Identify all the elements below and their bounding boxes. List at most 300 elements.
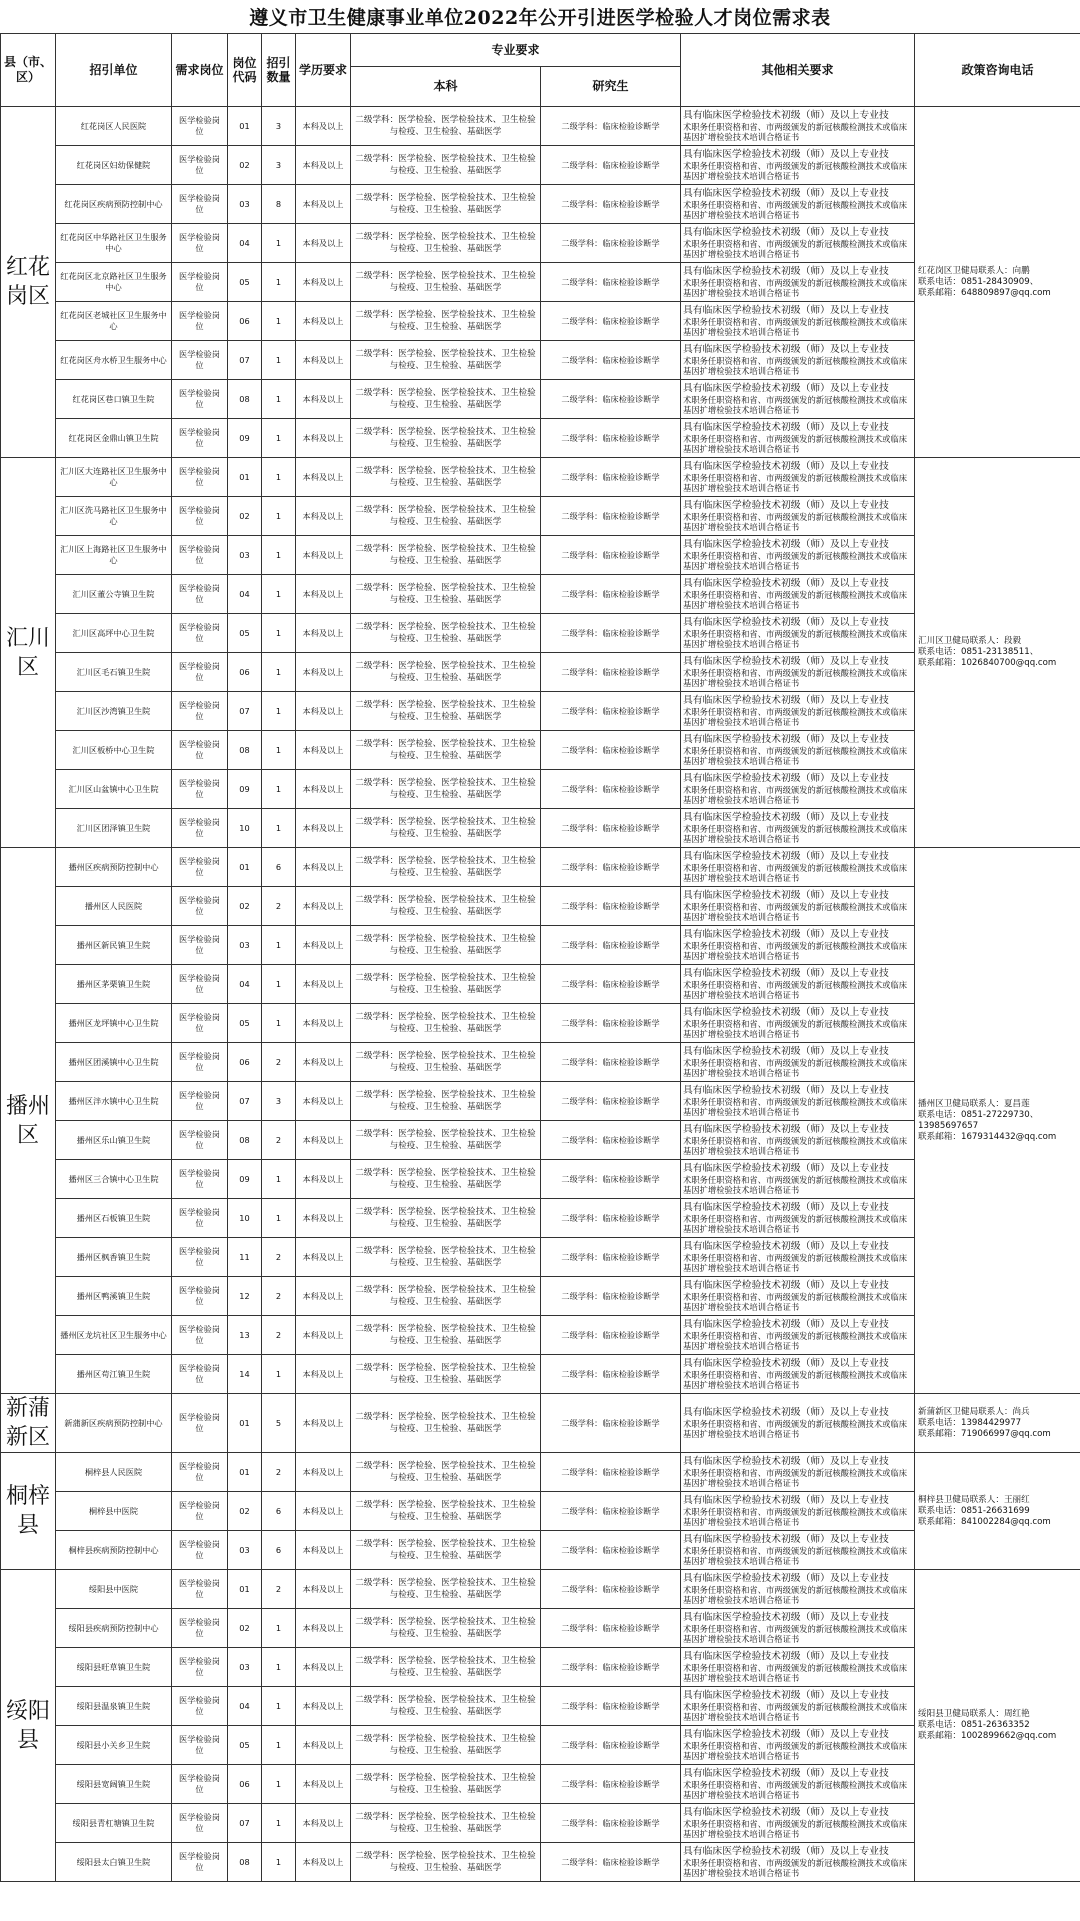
unit-cell: 播州区新民镇卫生院 <box>56 926 172 965</box>
contact-line: 新蒲新区卫健局联系人：尚兵 <box>918 1406 1030 1417</box>
code-cell: 12 <box>228 1277 262 1316</box>
count-cell: 1 <box>262 263 296 302</box>
contact-cell <box>915 458 1080 848</box>
unit-cell: 播州区龙坑社区卫生服务中心 <box>56 1316 172 1355</box>
graduate-major-cell: 二级学科：临床检验诊断学 <box>541 1609 681 1648</box>
edu-cell: 本科及以上 <box>296 809 351 848</box>
other-requirements-line2: 术职务任职资格和省、市两级颁发的新冠核酸检测技术或临床基因扩增检验技术培训合格证书 <box>683 707 908 727</box>
other-requirements-line2: 术职务任职资格和省、市两级颁发的新冠核酸检测技术或临床基因扩增检验技术培训合格证书 <box>683 1058 908 1078</box>
county-name-line: 播州 <box>5 1093 50 1119</box>
contact-line: 联系邮箱：648809897@qq.com <box>918 287 1051 298</box>
other-requirements-line2: 术职务任职资格和省、市两级颁发的新冠核酸检测技术或临床基因扩增检验技术培训合格证书 <box>683 1136 908 1156</box>
graduate-major-cell: 二级学科：临床检验诊断学 <box>541 1316 681 1355</box>
code-cell: 04 <box>228 1687 262 1726</box>
post-cell: 医学检验岗位 <box>172 1316 228 1355</box>
other-requirements-line2: 术职务任职资格和省、市两级颁发的新冠核酸检测技术或临床基因扩增检验技术培训合格证书 <box>683 1214 908 1234</box>
count-cell: 8 <box>262 185 296 224</box>
other-requirements-line2: 术职务任职资格和省、市两级颁发的新冠核酸检测技术或临床基因扩增检验技术培训合格证书 <box>683 239 908 259</box>
other-requirements-cell <box>681 1726 915 1765</box>
graduate-major-cell: 二级学科：临床检验诊断学 <box>541 107 681 146</box>
other-requirements-cell <box>681 1648 915 1687</box>
bachelor-major-cell: 二级学科：医学检验、医学检验技术、卫生检验与检疫、卫生检验、基础医学 <box>351 692 541 731</box>
graduate-major-cell: 二级学科：临床检验诊断学 <box>541 731 681 770</box>
other-requirements-line2: 术职务任职资格和省、市两级颁发的新冠核酸检测技术或临床基因扩增检验技术培训合格证书 <box>683 629 908 649</box>
bachelor-major-cell: 二级学科：医学检验、医学检验技术、卫生检验与检疫、卫生检验、基础医学 <box>351 1804 541 1843</box>
bachelor-major-cell: 二级学科：医学检验、医学检验技术、卫生检验与检疫、卫生检验、基础医学 <box>351 1394 541 1453</box>
bachelor-major-cell: 二级学科：医学检验、医学检验技术、卫生检验与检疫、卫生检验、基础医学 <box>351 1687 541 1726</box>
header-count-line1: 招引 <box>266 56 291 70</box>
code-cell: 07 <box>228 341 262 380</box>
graduate-major-cell: 二级学科：临床检验诊断学 <box>541 1843 681 1882</box>
unit-cell: 红花岗区中华路社区卫生服务中心 <box>56 224 172 263</box>
edu-cell: 本科及以上 <box>296 185 351 224</box>
other-requirements-line2: 术职务任职资格和省、市两级颁发的新冠核酸检测技术或临床基因扩增检验技术培训合格证书 <box>683 1858 908 1878</box>
post-cell: 医学检验岗位 <box>172 1492 228 1531</box>
code-cell: 07 <box>228 1804 262 1843</box>
other-requirements-cell <box>681 1843 915 1882</box>
unit-cell: 汇川区高坪中心卫生院 <box>56 614 172 653</box>
other-requirements-line1: 具有临床医学检验技术初级（师）及以上专业技 <box>683 1846 889 1857</box>
post-cell: 医学检验岗位 <box>172 1160 228 1199</box>
contact-line: 联系邮箱：1026840700@qq.com <box>918 658 1057 668</box>
unit-cell: 桐梓县中医院 <box>56 1492 172 1531</box>
count-cell: 1 <box>262 1804 296 1843</box>
post-cell: 医学检验岗位 <box>172 1570 228 1609</box>
contact-line: 播州区卫健局联系人：夏昌莲 <box>918 1098 1030 1109</box>
table-row <box>1 1570 1080 1609</box>
unit-cell: 汇川区沙湾镇卫生院 <box>56 692 172 731</box>
edu-cell: 本科及以上 <box>296 926 351 965</box>
other-requirements-line1: 具有临床医学检验技术初级（师）及以上专业技 <box>683 1495 889 1506</box>
bachelor-major-cell: 二级学科：医学检验、医学检验技术、卫生检验与检疫、卫生检验、基础医学 <box>351 614 541 653</box>
bachelor-major-cell: 二级学科：医学检验、医学检验技术、卫生检验与检疫、卫生检验、基础医学 <box>351 1492 541 1531</box>
edu-cell: 本科及以上 <box>296 1648 351 1687</box>
post-cell: 医学检验岗位 <box>172 302 228 341</box>
other-requirements-cell <box>681 1609 915 1648</box>
other-requirements-line2: 术职务任职资格和省、市两级颁发的新冠核酸检测技术或临床基因扩增检验技术培训合格证书 <box>683 863 908 883</box>
code-cell: 05 <box>228 1726 262 1765</box>
county-cell <box>1 1453 56 1570</box>
contact-line: 绥阳县卫健局联系人：周红艳 <box>918 1709 1030 1719</box>
graduate-major-cell: 二级学科：临床检验诊断学 <box>541 1238 681 1277</box>
other-requirements-line1: 具有临床医学检验技术初级（师）及以上专业技 <box>683 617 889 628</box>
other-requirements-cell <box>681 575 915 614</box>
other-requirements-line2: 术职务任职资格和省、市两级颁发的新冠核酸检测技术或临床基因扩增检验技术培训合格证书 <box>683 1331 908 1351</box>
bachelor-major-cell: 二级学科：医学检验、医学检验技术、卫生检验与检疫、卫生检验、基础医学 <box>351 848 541 887</box>
code-cell: 02 <box>228 497 262 536</box>
code-cell: 08 <box>228 1843 262 1882</box>
bachelor-major-cell: 二级学科：医学检验、医学检验技术、卫生检验与检疫、卫生检验、基础医学 <box>351 926 541 965</box>
other-requirements-line1: 具有临床医学检验技术初级（师）及以上专业技 <box>683 1085 889 1096</box>
count-cell: 1 <box>262 1843 296 1882</box>
count-cell: 2 <box>262 1453 296 1492</box>
edu-cell: 本科及以上 <box>296 536 351 575</box>
code-cell: 01 <box>228 1570 262 1609</box>
header-bachelor: 本科 <box>351 67 541 107</box>
code-cell: 08 <box>228 380 262 419</box>
county-cell <box>1 848 56 1394</box>
count-cell: 1 <box>262 731 296 770</box>
county-cell <box>1 1570 56 1882</box>
county-name-line: 县 <box>16 1727 39 1753</box>
contact-line: 联系电话：0851-26363352 <box>918 1720 1030 1730</box>
unit-cell: 汇川区洗马路社区卫生服务中心 <box>56 497 172 536</box>
other-requirements-line1: 具有临床医学检验技术初级（师）及以上专业技 <box>683 1007 889 1018</box>
edu-cell: 本科及以上 <box>296 1043 351 1082</box>
table-row <box>1 848 1080 887</box>
table-row <box>1 1453 1080 1492</box>
other-requirements-line2: 术职务任职资格和省、市两级颁发的新冠核酸检测技术或临床基因扩增检验技术培训合格证书 <box>683 824 908 844</box>
other-requirements-line2: 术职务任职资格和省、市两级颁发的新冠核酸检测技术或临床基因扩增检验技术培训合格证书 <box>683 473 908 493</box>
graduate-major-cell: 二级学科：临床检验诊断学 <box>541 380 681 419</box>
bachelor-major-cell: 二级学科：医学检验、医学检验技术、卫生检验与检疫、卫生检验、基础医学 <box>351 1004 541 1043</box>
other-requirements-line1: 具有临床医学检验技术初级（师）及以上专业技 <box>683 1280 889 1291</box>
other-requirements-cell <box>681 614 915 653</box>
unit-cell: 播州区龙坪镇中心卫生院 <box>56 1004 172 1043</box>
bachelor-major-cell: 二级学科：医学检验、医学检验技术、卫生检验与检疫、卫生检验、基础医学 <box>351 1160 541 1199</box>
other-requirements-line1: 具有临床医学检验技术初级（师）及以上专业技 <box>683 500 889 511</box>
other-requirements-cell <box>681 809 915 848</box>
unit-cell: 播州区茅栗镇卫生院 <box>56 965 172 1004</box>
graduate-major-cell: 二级学科：临床检验诊断学 <box>541 1277 681 1316</box>
post-cell: 医学检验岗位 <box>172 185 228 224</box>
other-requirements-line1: 具有临床医学检验技术初级（师）及以上专业技 <box>683 149 889 160</box>
contact-line: 联系电话：0851-28430909、 <box>918 276 1039 287</box>
code-cell: 04 <box>228 224 262 263</box>
post-cell: 医学检验岗位 <box>172 1609 228 1648</box>
code-cell: 04 <box>228 575 262 614</box>
other-requirements-cell <box>681 224 915 263</box>
unit-cell: 播州区枫香镇卫生院 <box>56 1238 172 1277</box>
graduate-major-cell: 二级学科：临床检验诊断学 <box>541 809 681 848</box>
unit-cell: 汇川区上海路社区卫生服务中心 <box>56 536 172 575</box>
code-cell: 03 <box>228 1648 262 1687</box>
other-requirements-line2: 术职务任职资格和省、市两级颁发的新冠核酸检测技术或临床基因扩增检验技术培训合格证书 <box>683 1507 908 1527</box>
graduate-major-cell: 二级学科：临床检验诊断学 <box>541 536 681 575</box>
code-cell: 01 <box>228 848 262 887</box>
count-cell: 2 <box>262 1043 296 1082</box>
graduate-major-cell: 二级学科：临床检验诊断学 <box>541 770 681 809</box>
post-cell: 医学检验岗位 <box>172 341 228 380</box>
other-requirements-cell <box>681 1531 915 1570</box>
code-cell: 01 <box>228 458 262 497</box>
contact-line: 桐梓县卫健局联系人：王丽红 <box>918 1494 1030 1505</box>
post-cell: 医学检验岗位 <box>172 1238 228 1277</box>
code-cell: 03 <box>228 185 262 224</box>
code-cell: 13 <box>228 1316 262 1355</box>
unit-cell: 汇川区板桥中心卫生院 <box>56 731 172 770</box>
bachelor-major-cell: 二级学科：医学检验、医学检验技术、卫生检验与检疫、卫生检验、基础医学 <box>351 458 541 497</box>
count-cell: 2 <box>262 887 296 926</box>
post-cell: 医学检验岗位 <box>172 1082 228 1121</box>
county-cell <box>1 107 56 458</box>
other-requirements-cell <box>681 926 915 965</box>
county-name-line: 红花 <box>5 255 50 280</box>
graduate-major-cell: 二级学科：临床检验诊断学 <box>541 1004 681 1043</box>
other-requirements-line1: 具有临床医学检验技术初级（师）及以上专业技 <box>683 1807 889 1818</box>
code-cell: 06 <box>228 1765 262 1804</box>
count-cell: 6 <box>262 1492 296 1531</box>
graduate-major-cell: 二级学科：临床检验诊断学 <box>541 926 681 965</box>
unit-cell: 播州区鸭溪镇卫生院 <box>56 1277 172 1316</box>
unit-cell: 桐梓县疾病预防控制中心 <box>56 1531 172 1570</box>
edu-cell: 本科及以上 <box>296 1804 351 1843</box>
other-requirements-line1: 具有临床医学检验技术初级（师）及以上专业技 <box>683 1163 889 1174</box>
other-requirements-line2: 术职务任职资格和省、市两级颁发的新冠核酸检测技术或临床基因扩增检验技术培训合格证书 <box>683 1780 908 1800</box>
contact-cell <box>915 1570 1080 1882</box>
code-cell: 02 <box>228 1609 262 1648</box>
count-cell: 1 <box>262 1609 296 1648</box>
edu-cell: 本科及以上 <box>296 1238 351 1277</box>
count-cell: 1 <box>262 419 296 458</box>
post-cell: 医学检验岗位 <box>172 1453 228 1492</box>
contact-line: 联系邮箱：1679314432@qq.com <box>918 1131 1057 1142</box>
edu-cell: 本科及以上 <box>296 614 351 653</box>
county-name-line: 县 <box>16 1513 39 1538</box>
contact-cell <box>915 848 1080 1394</box>
count-cell: 1 <box>262 1355 296 1394</box>
count-cell: 5 <box>262 1394 296 1453</box>
bachelor-major-cell: 二级学科：医学检验、医学检验技术、卫生检验与检疫、卫生检验、基础医学 <box>351 1453 541 1492</box>
count-cell: 1 <box>262 380 296 419</box>
other-requirements-cell <box>681 1199 915 1238</box>
bachelor-major-cell: 二级学科：医学检验、医学检验技术、卫生检验与检疫、卫生检验、基础医学 <box>351 380 541 419</box>
count-cell: 2 <box>262 1277 296 1316</box>
other-requirements-cell <box>681 458 915 497</box>
edu-cell: 本科及以上 <box>296 1277 351 1316</box>
bachelor-major-cell: 二级学科：医学检验、医学检验技术、卫生检验与检疫、卫生检验、基础医学 <box>351 1238 541 1277</box>
graduate-major-cell: 二级学科：临床检验诊断学 <box>541 1043 681 1082</box>
other-requirements-line1: 具有临床医学检验技术初级（师）及以上专业技 <box>683 578 889 589</box>
unit-cell: 绥阳县小关乡卫生院 <box>56 1726 172 1765</box>
other-requirements-line1: 具有临床医学检验技术初级（师）及以上专业技 <box>683 1046 889 1057</box>
other-requirements-cell <box>681 536 915 575</box>
edu-cell: 本科及以上 <box>296 263 351 302</box>
count-cell: 1 <box>262 575 296 614</box>
graduate-major-cell: 二级学科：临床检验诊断学 <box>541 1160 681 1199</box>
edu-cell: 本科及以上 <box>296 575 351 614</box>
count-cell: 1 <box>262 965 296 1004</box>
post-cell: 医学检验岗位 <box>172 1394 228 1453</box>
other-requirements-line1: 具有临床医学检验技术初级（师）及以上专业技 <box>683 422 889 433</box>
post-cell: 医学检验岗位 <box>172 965 228 1004</box>
unit-cell: 汇川区山盆镇中心卫生院 <box>56 770 172 809</box>
graduate-major-cell: 二级学科：临床检验诊断学 <box>541 1199 681 1238</box>
bachelor-major-cell: 二级学科：医学检验、医学检验技术、卫生检验与检疫、卫生检验、基础医学 <box>351 1199 541 1238</box>
count-cell: 1 <box>262 614 296 653</box>
edu-cell: 本科及以上 <box>296 1121 351 1160</box>
post-cell: 医学检验岗位 <box>172 458 228 497</box>
edu-cell: 本科及以上 <box>296 770 351 809</box>
post-cell: 医学检验岗位 <box>172 770 228 809</box>
graduate-major-cell: 二级学科：临床检验诊断学 <box>541 497 681 536</box>
other-requirements-line2: 术职务任职资格和省、市两级颁发的新冠核酸检测技术或临床基因扩增检验技术培训合格证书 <box>683 1663 908 1683</box>
count-cell: 1 <box>262 692 296 731</box>
bachelor-major-cell: 二级学科：医学检验、医学检验技术、卫生检验与检疫、卫生检验、基础医学 <box>351 731 541 770</box>
graduate-major-cell: 二级学科：临床检验诊断学 <box>541 1082 681 1121</box>
other-requirements-cell <box>681 302 915 341</box>
other-requirements-line2: 术职务任职资格和省、市两级颁发的新冠核酸检测技术或临床基因扩增检验技术培训合格证书 <box>683 1370 908 1390</box>
post-cell: 医学检验岗位 <box>172 1648 228 1687</box>
code-cell: 01 <box>228 1453 262 1492</box>
table-row <box>1 1394 1080 1453</box>
other-requirements-cell <box>681 263 915 302</box>
post-cell: 医学检验岗位 <box>172 575 228 614</box>
bachelor-major-cell: 二级学科：医学检验、医学检验技术、卫生检验与检疫、卫生检验、基础医学 <box>351 185 541 224</box>
other-requirements-cell <box>681 1082 915 1121</box>
other-requirements-line2: 术职务任职资格和省、市两级颁发的新冠核酸检测技术或临床基因扩增检验技术培训合格证书 <box>683 668 908 688</box>
code-cell: 05 <box>228 614 262 653</box>
graduate-major-cell: 二级学科：临床检验诊断学 <box>541 692 681 731</box>
contact-line: 13985697657 <box>918 1120 979 1131</box>
code-cell: 06 <box>228 302 262 341</box>
other-requirements-line2: 术职务任职资格和省、市两级颁发的新冠核酸检测技术或临床基因扩增检验技术培训合格证书 <box>683 1019 908 1039</box>
graduate-major-cell: 二级学科：临床检验诊断学 <box>541 1531 681 1570</box>
graduate-major-cell: 二级学科：临床检验诊断学 <box>541 341 681 380</box>
count-cell: 1 <box>262 1199 296 1238</box>
other-requirements-line2: 术职务任职资格和省、市两级颁发的新冠核酸检测技术或临床基因扩增检验技术培训合格证书 <box>683 200 908 220</box>
count-cell: 1 <box>262 458 296 497</box>
other-requirements-line1: 具有临床医学检验技术初级（师）及以上专业技 <box>683 266 889 277</box>
other-requirements-line2: 术职务任职资格和省、市两级颁发的新冠核酸检测技术或临床基因扩增检验技术培训合格证书 <box>683 356 908 376</box>
other-requirements-cell <box>681 1355 915 1394</box>
unit-cell: 播州区疾病预防控制中心 <box>56 848 172 887</box>
code-cell: 07 <box>228 1082 262 1121</box>
unit-cell: 绥阳县中医院 <box>56 1570 172 1609</box>
graduate-major-cell: 二级学科：临床检验诊断学 <box>541 1453 681 1492</box>
other-requirements-cell <box>681 497 915 536</box>
code-cell: 02 <box>228 887 262 926</box>
other-requirements-line1: 具有临床医学检验技术初级（师）及以上专业技 <box>683 344 889 355</box>
bachelor-major-cell: 二级学科：医学检验、医学检验技术、卫生检验与检疫、卫生检验、基础医学 <box>351 1121 541 1160</box>
edu-cell: 本科及以上 <box>296 1160 351 1199</box>
other-requirements-cell <box>681 1570 915 1609</box>
bachelor-major-cell: 二级学科：医学检验、医学检验技术、卫生检验与检疫、卫生检验、基础医学 <box>351 965 541 1004</box>
code-cell: 14 <box>228 1355 262 1394</box>
contact-line: 联系邮箱：1002899662@qq.com <box>918 1731 1057 1741</box>
post-cell: 医学检验岗位 <box>172 146 228 185</box>
count-cell: 1 <box>262 224 296 263</box>
header-count-line2: 数量 <box>266 70 291 84</box>
contact-line: 联系电话：13984429977 <box>918 1417 1022 1428</box>
bachelor-major-cell: 二级学科：医学检验、医学检验技术、卫生检验与检疫、卫生检验、基础医学 <box>351 887 541 926</box>
count-cell: 1 <box>262 341 296 380</box>
county-name-line: 区 <box>16 654 39 680</box>
edu-cell: 本科及以上 <box>296 224 351 263</box>
count-cell: 3 <box>262 146 296 185</box>
bachelor-major-cell: 二级学科：医学检验、医学检验技术、卫生检验与检疫、卫生检验、基础医学 <box>351 1843 541 1882</box>
count-cell: 1 <box>262 1726 296 1765</box>
bachelor-major-cell: 二级学科：医学检验、医学检验技术、卫生检验与检疫、卫生检验、基础医学 <box>351 1043 541 1082</box>
other-requirements-cell <box>681 380 915 419</box>
code-cell: 04 <box>228 965 262 1004</box>
unit-cell: 绥阳县太白镇卫生院 <box>56 1843 172 1882</box>
count-cell: 1 <box>262 770 296 809</box>
post-cell: 医学检验岗位 <box>172 1199 228 1238</box>
other-requirements-line2: 术职务任职资格和省、市两级颁发的新冠核酸检测技术或临床基因扩增检验技术培训合格证书 <box>683 317 908 337</box>
other-requirements-line2: 术职务任职资格和省、市两级颁发的新冠核酸检测技术或临床基因扩增检验技术培训合格证书 <box>683 434 908 454</box>
county-name-line: 桐梓 <box>5 1484 50 1509</box>
code-cell: 07 <box>228 692 262 731</box>
other-requirements-line2: 术职务任职资格和省、市两级颁发的新冠核酸检测技术或临床基因扩增检验技术培训合格证书 <box>683 785 908 805</box>
contact-line: 联系电话：0851-27229730、 <box>918 1109 1039 1120</box>
post-cell: 医学检验岗位 <box>172 1043 228 1082</box>
unit-cell: 红花岗区老城社区卫生服务中心 <box>56 302 172 341</box>
other-requirements-cell <box>681 1804 915 1843</box>
other-requirements-line2: 术职务任职资格和省、市两级颁发的新冠核酸检测技术或临床基因扩增检验技术培训合格证书 <box>683 1097 908 1117</box>
graduate-major-cell: 二级学科：临床检验诊断学 <box>541 1648 681 1687</box>
unit-cell: 播州区乐山镇卫生院 <box>56 1121 172 1160</box>
edu-cell: 本科及以上 <box>296 1570 351 1609</box>
code-cell: 09 <box>228 419 262 458</box>
header-post: 需求岗位 <box>172 34 228 107</box>
other-requirements-line1: 具有临床医学检验技术初级（师）及以上专业技 <box>683 1124 889 1135</box>
count-cell: 6 <box>262 1531 296 1570</box>
other-requirements-line2: 术职务任职资格和省、市两级颁发的新冠核酸检测技术或临床基因扩增检验技术培训合格证书 <box>683 1741 908 1761</box>
post-cell: 医学检验岗位 <box>172 926 228 965</box>
other-requirements-line2: 术职务任职资格和省、市两级颁发的新冠核酸检测技术或临床基因扩增检验技术培训合格证书 <box>683 395 908 415</box>
unit-cell: 红花岗区人民医院 <box>56 107 172 146</box>
edu-cell: 本科及以上 <box>296 1609 351 1648</box>
code-cell: 09 <box>228 1160 262 1199</box>
post-cell: 医学检验岗位 <box>172 809 228 848</box>
other-requirements-cell <box>681 1160 915 1199</box>
table-header <box>1 34 1080 107</box>
graduate-major-cell: 二级学科：临床检验诊断学 <box>541 419 681 458</box>
header-other: 其他相关要求 <box>681 34 915 107</box>
code-cell: 06 <box>228 653 262 692</box>
bachelor-major-cell: 二级学科：医学检验、医学检验技术、卫生检验与检疫、卫生检验、基础医学 <box>351 224 541 263</box>
bachelor-major-cell: 二级学科：医学检验、医学检验技术、卫生检验与检疫、卫生检验、基础医学 <box>351 419 541 458</box>
code-cell: 03 <box>228 536 262 575</box>
other-requirements-line1: 具有临床医学检验技术初级（师）及以上专业技 <box>683 734 889 745</box>
other-requirements-line1: 具有临床医学检验技术初级（师）及以上专业技 <box>683 1690 889 1701</box>
count-cell: 2 <box>262 1121 296 1160</box>
header-edu: 学历要求 <box>296 34 351 107</box>
other-requirements-line1: 具有临床医学检验技术初级（师）及以上专业技 <box>683 305 889 316</box>
post-cell: 医学检验岗位 <box>172 1531 228 1570</box>
other-requirements-line1: 具有临床医学检验技术初级（师）及以上专业技 <box>683 227 889 238</box>
other-requirements-line1: 具有临床医学检验技术初级（师）及以上专业技 <box>683 383 889 394</box>
requirements-table <box>0 33 1080 1882</box>
bachelor-major-cell: 二级学科：医学检验、医学检验技术、卫生检验与检疫、卫生检验、基础医学 <box>351 497 541 536</box>
bachelor-major-cell: 二级学科：医学检验、医学检验技术、卫生检验与检疫、卫生检验、基础医学 <box>351 263 541 302</box>
county-cell <box>1 1394 56 1453</box>
other-requirements-line2: 术职务任职资格和省、市两级颁发的新冠核酸检测技术或临床基因扩增检验技术培训合格证书 <box>683 1585 908 1605</box>
header-code-line2: 代码 <box>232 70 257 84</box>
other-requirements-cell <box>681 1238 915 1277</box>
bachelor-major-cell: 二级学科：医学检验、医学检验技术、卫生检验与检疫、卫生检验、基础医学 <box>351 575 541 614</box>
contact-cell <box>915 107 1080 458</box>
other-requirements-line1: 具有临床医学检验技术初级（师）及以上专业技 <box>683 1768 889 1779</box>
unit-cell: 汇川区团泽镇卫生院 <box>56 809 172 848</box>
post-cell: 医学检验岗位 <box>172 653 228 692</box>
graduate-major-cell: 二级学科：临床检验诊断学 <box>541 263 681 302</box>
other-requirements-line2: 术职务任职资格和省、市两级颁发的新冠核酸检测技术或临床基因扩增检验技术培训合格证书 <box>683 746 908 766</box>
code-cell: 05 <box>228 263 262 302</box>
header-graduate: 研究生 <box>541 67 681 107</box>
code-cell: 10 <box>228 809 262 848</box>
post-cell: 医学检验岗位 <box>172 848 228 887</box>
other-requirements-line1: 具有临床医学检验技术初级（师）及以上专业技 <box>683 812 889 823</box>
county-name-line: 新区 <box>5 1425 50 1450</box>
table-row <box>1 107 1080 146</box>
other-requirements-line1: 具有临床医学检验技术初级（师）及以上专业技 <box>683 110 889 121</box>
other-requirements-cell <box>681 848 915 887</box>
edu-cell: 本科及以上 <box>296 1004 351 1043</box>
bachelor-major-cell: 二级学科：医学检验、医学检验技术、卫生检验与检疫、卫生检验、基础医学 <box>351 341 541 380</box>
edu-cell: 本科及以上 <box>296 1453 351 1492</box>
